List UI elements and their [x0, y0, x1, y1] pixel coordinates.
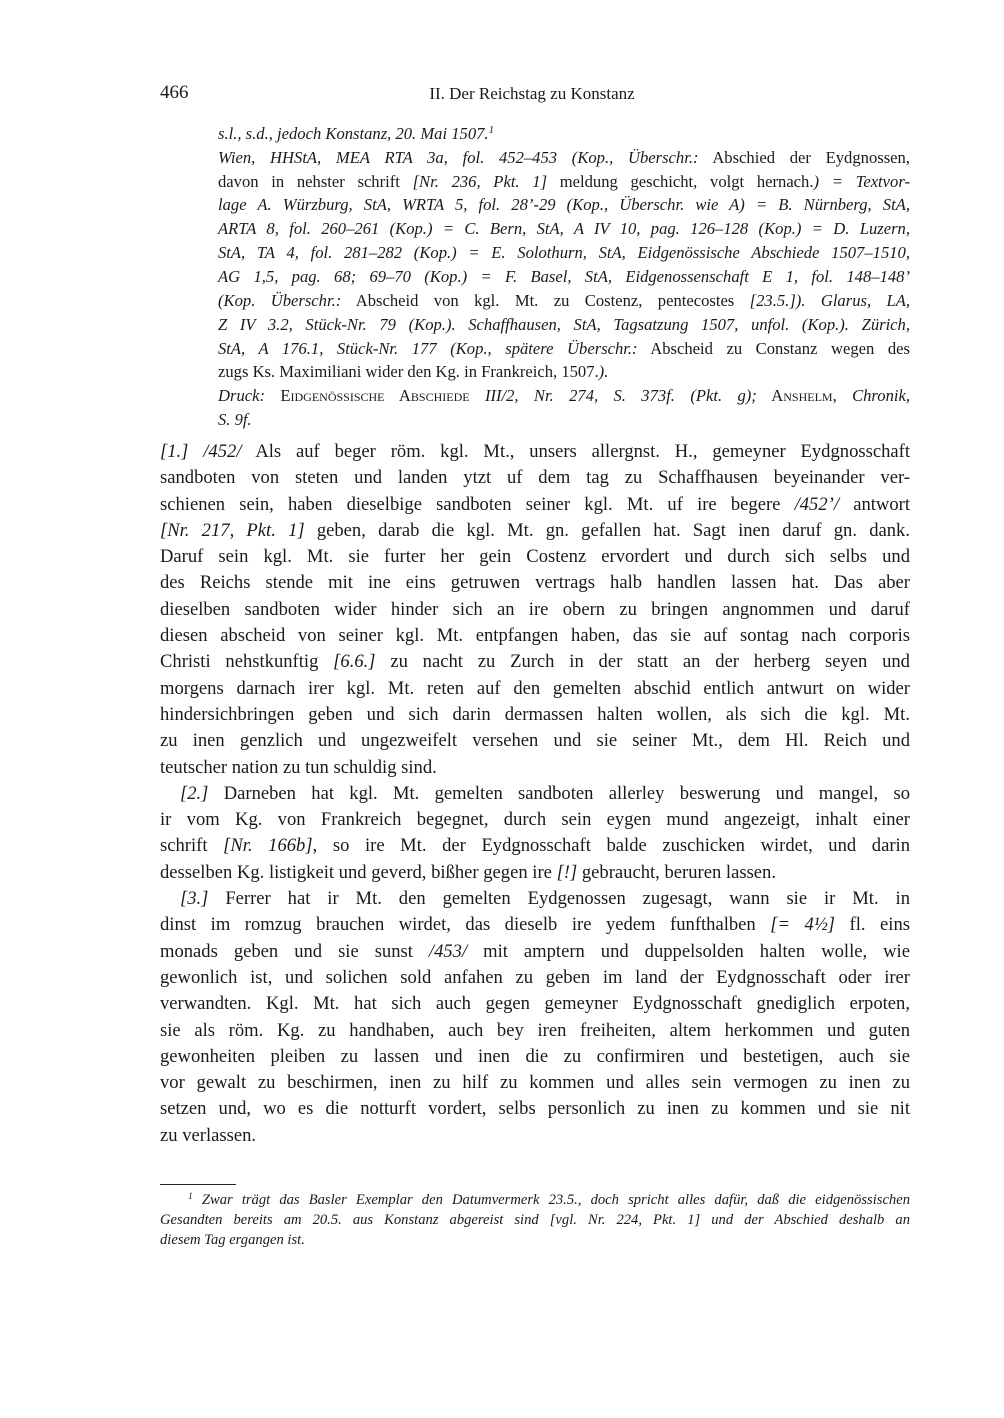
text-segment: morgens darnach irer kgl. Mt. reten auf den gemelten abschid entlich antwurt on wider	[160, 677, 910, 699]
page-number: 466	[160, 82, 189, 103]
text-segment: Z IV 3.2, Stück-Nr. 79 (Kop.). Schaffhausen, StA, Tagsatzung 1507, unfol. (Kop.). Zürich,	[218, 314, 910, 334]
body-line	[160, 860, 910, 886]
body-line	[160, 1018, 910, 1044]
source-paragraph	[218, 384, 910, 432]
footnote-line	[160, 1187, 910, 1210]
body-line	[160, 781, 910, 807]
body-line	[160, 833, 910, 859]
source-paragraph	[218, 146, 910, 384]
text-segment: Daruf sein kgl. Mt. sie furter her gein Costenz ervordert und durch sich selbs und	[160, 546, 910, 568]
text-segment: [23.5.]). Glarus, LA,	[749, 290, 910, 310]
text-segment: ).	[598, 362, 609, 382]
text-segment: ) = Textvor-	[813, 171, 910, 191]
text-segment: zu inen genzlich und ungezweifelt versehen und sie seiner Mt., dem Hl. Reich und	[160, 730, 910, 752]
body-line	[160, 518, 910, 544]
text-segment: Abscheid von kgl. Mt. zu Costenz, pentecostes	[341, 290, 750, 310]
text-segment: sie als röm. Kg. zu handhaben, auch bey iren freiheiten, altem herkommen und guten	[160, 1019, 910, 1041]
text-segment: antwort	[839, 493, 910, 515]
body-line	[160, 597, 910, 623]
text-segment: zu nacht zu Zurch in der statt an der herberg seyen und	[375, 651, 910, 673]
body-line	[160, 939, 910, 965]
text-segment: geben, darab die kgl. Mt. gn. gefallen hat. Sagt inen daruf gn. dank.	[304, 519, 910, 541]
text-segment: zugs Ks. Maximiliani wider den Kg. in Frankreich, 1507.	[218, 362, 599, 382]
text-segment: /452’/	[794, 493, 840, 515]
text-segment: Abschied der Eydgnossen,	[698, 147, 910, 167]
source-line	[218, 384, 910, 408]
text-segment: Wien, HHStA, MEA RTA 3a, fol. 452–453 (Kop., Überschr.:	[218, 147, 699, 167]
body-line	[160, 544, 910, 570]
body-line	[160, 676, 910, 702]
source-line	[218, 289, 910, 313]
source-line	[218, 193, 910, 217]
text-segment: schienen sein, haben dieselbige sandboten seiner kgl. Mt. uf ire begere	[160, 493, 795, 515]
body-line	[160, 492, 910, 518]
body-line	[160, 702, 910, 728]
text-segment: StA, TA 4, fol. 281–282 (Kop.) = E. Solothurn, StA, Eidgenössische Abschiede 1507–1510,	[218, 243, 910, 263]
text-segment: diesem Tag ergangen ist.	[160, 1232, 305, 1249]
body-line	[160, 912, 910, 938]
text-segment: , so ire Mt. der Eydgnosschaft balde zuschicken wirdet, und darin	[312, 835, 910, 857]
body-line	[160, 623, 910, 649]
source-paragraph	[218, 119, 910, 146]
text-segment: gewonheiten pleiben zu lassen und inen die zu confirmiren und bestetigen, auch sie	[160, 1045, 910, 1067]
text-segment: [!]	[556, 861, 578, 883]
text-segment: desselben Kg. listigkeit und geverd, bißher gegen ire	[160, 861, 557, 883]
text-segment: Ferrer hat ir Mt. den gemelten Eydgenossen zugesagt, wann sie ir Mt. in	[208, 888, 910, 910]
text-segment: [= 4½]	[770, 914, 836, 936]
body-line	[160, 728, 910, 754]
body-line	[160, 1044, 910, 1070]
body-paragraph	[160, 439, 910, 781]
text-segment: mit amptern und duppelsolden halten wolle, wie	[467, 940, 910, 962]
body-paragraph	[160, 781, 910, 886]
body-line	[160, 1096, 910, 1122]
source-line	[218, 360, 910, 384]
source-line	[218, 170, 910, 194]
text-segment: dieselben sandboten wider hinder sich an ire obern zu bringen angnommen und daruf	[160, 598, 910, 620]
text-segment: [Nr. 236, Pkt. 1]	[412, 171, 548, 191]
text-segment: Darneben hat kgl. Mt. gemelten sandboten allerley beswerung und mangel, so	[208, 782, 910, 804]
footnote-marker: 1	[188, 1192, 193, 1202]
body-line	[160, 465, 910, 491]
footnote-paragraph	[160, 1187, 910, 1250]
text-segment: dinst im romzug brauchen wirdet, das dieselb ire yedem funfthalben	[160, 914, 771, 936]
body-line	[160, 439, 910, 465]
body-line	[160, 755, 910, 781]
source-line	[218, 241, 910, 265]
text-segment: [Nr. 217, Pkt. 1]	[160, 519, 305, 541]
text-segment: lage A. Würzburg, StA, WRTA 5, fol. 28’-29 (Kop., Überschr. wie A) = B. Nürnberg, StA,	[218, 195, 910, 215]
text-segment: s.l., s.d., jedoch Konstanz, 20. Mai 1507.	[218, 123, 489, 143]
text-segment: sandboten von steten und landen ytzt uf dem tag zu Schaffhausen beyeinander ver-	[160, 467, 910, 489]
source-line	[218, 408, 910, 432]
source-line	[218, 217, 910, 241]
text-segment: Chronik,	[836, 386, 910, 406]
text-segment: (Kop. Überschr.:	[218, 290, 342, 310]
text-segment: [Nr. 166b]	[223, 835, 313, 857]
text-segment: teutscher nation zu tun schuldig sind.	[160, 756, 437, 778]
text-segment: monads geben und sie sunst	[160, 940, 429, 962]
document-body	[160, 439, 910, 1149]
text-segment: Gesandten bereits am 20.5. aus Konstanz abgereist sind [vgl. Nr. 224, Pkt. 1] und der Abschied deshalb an	[160, 1212, 910, 1229]
source-apparatus	[218, 119, 910, 432]
text-segment: verwandten. Kgl. Mt. hat sich auch gegen gemeyner Eydgnosschaft gnediglich erpoten,	[160, 993, 910, 1015]
text-segment: [6.6.]	[333, 651, 376, 673]
body-paragraph	[160, 886, 910, 1149]
text-segment: [2.]	[180, 782, 209, 804]
source-line	[218, 265, 910, 289]
text-segment: [3.]	[180, 888, 209, 910]
source-line	[218, 119, 910, 146]
text-segment: davon in nehster schrift	[218, 171, 413, 191]
body-line	[160, 649, 910, 675]
text-segment: fl. eins	[835, 914, 910, 936]
body-line	[160, 991, 910, 1017]
source-line	[218, 146, 910, 170]
body-line	[160, 570, 910, 596]
text-segment: gebraucht, beruren lassen.	[577, 861, 777, 883]
footnote-line	[160, 1210, 910, 1230]
running-title: II. Der Reichstag zu Konstanz	[429, 84, 635, 103]
source-line	[218, 337, 910, 361]
text-segment: III/2, Nr. 274, S. 373f. (Pkt. g);	[469, 386, 757, 406]
text-segment: /453/	[428, 940, 468, 962]
body-line	[160, 807, 910, 833]
body-line	[160, 965, 910, 991]
footnote-divider	[160, 1184, 236, 1185]
text-segment: schrift	[160, 835, 224, 857]
text-segment: AG 1,5, pag. 68; 69–70 (Kop.) = F. Basel, StA, Eidgenossenschaft E 1, fol. 148–148’	[218, 266, 910, 286]
text-segment: Eidgenössische Abschiede	[265, 386, 470, 406]
text-segment: Christi nehstkunftig	[160, 651, 334, 673]
body-line	[160, 886, 910, 912]
text-segment: setzen und, wo es die notturft vordert, selbs personlich zu inen zu kommen und sie nit	[160, 1098, 910, 1120]
text-segment: Anshelm,	[756, 386, 837, 406]
text-segment: ir vom Kg. von Frankreich begegnet, durch sein eygen mund angezeigt, inhalt einer	[160, 809, 910, 831]
footnote-line	[160, 1230, 910, 1250]
text-segment: Abscheid zu Constanz wegen des	[637, 338, 910, 358]
text-segment: ARTA 8, fol. 260–261 (Kop.) = C. Bern, StA, A IV 10, pag. 126–128 (Kop.) = D. Luzern,	[218, 219, 910, 239]
text-segment: des Reichs stende mit ine eins getruwen vertrags halb handlen lassen hat. Das aber	[160, 572, 910, 594]
text-segment: gewonlich ist, und solichen sold anfahen zu geben im land der Eydgnosschaft oder irer	[160, 966, 910, 988]
source-line	[218, 313, 910, 337]
text-segment: Als auf beger röm. kgl. Mt., unsers allergnst. H., gemeyner Eydgnosschaft	[241, 441, 911, 462]
text-segment: vor gewalt zu beschirmen, inen zu hilf zu kommen und alles sein vermogen zu inen zu	[160, 1072, 910, 1094]
body-line	[160, 1070, 910, 1096]
footnote-marker: 1	[488, 124, 494, 136]
footnotes	[160, 1187, 910, 1250]
text-segment: diesen abscheid von seiner kgl. Mt. entpfangen haben, das sie auf sontag nach corporis	[160, 625, 910, 647]
body-line	[160, 1123, 910, 1149]
text-segment: StA, A 176.1, Stück-Nr. 177 (Kop., spätere Überschr.:	[218, 338, 638, 358]
text-segment: meldung geschicht, volgt hernach.	[547, 171, 814, 191]
text-segment: Zwar trägt das Basler Exemplar den Datumvermerk 23.5., doch spricht alles dafür, daß die eidgenössischen	[192, 1192, 910, 1209]
text-segment: [1.] /452/	[160, 441, 242, 462]
text-segment: zu verlassen.	[160, 1124, 257, 1146]
text-segment: S. 9f.	[218, 410, 252, 430]
text-segment: Druck:	[218, 386, 265, 406]
text-segment: hindersichbringen geben und sich darin dermassen halten wollen, als sich die kgl. Mt.	[160, 703, 910, 725]
